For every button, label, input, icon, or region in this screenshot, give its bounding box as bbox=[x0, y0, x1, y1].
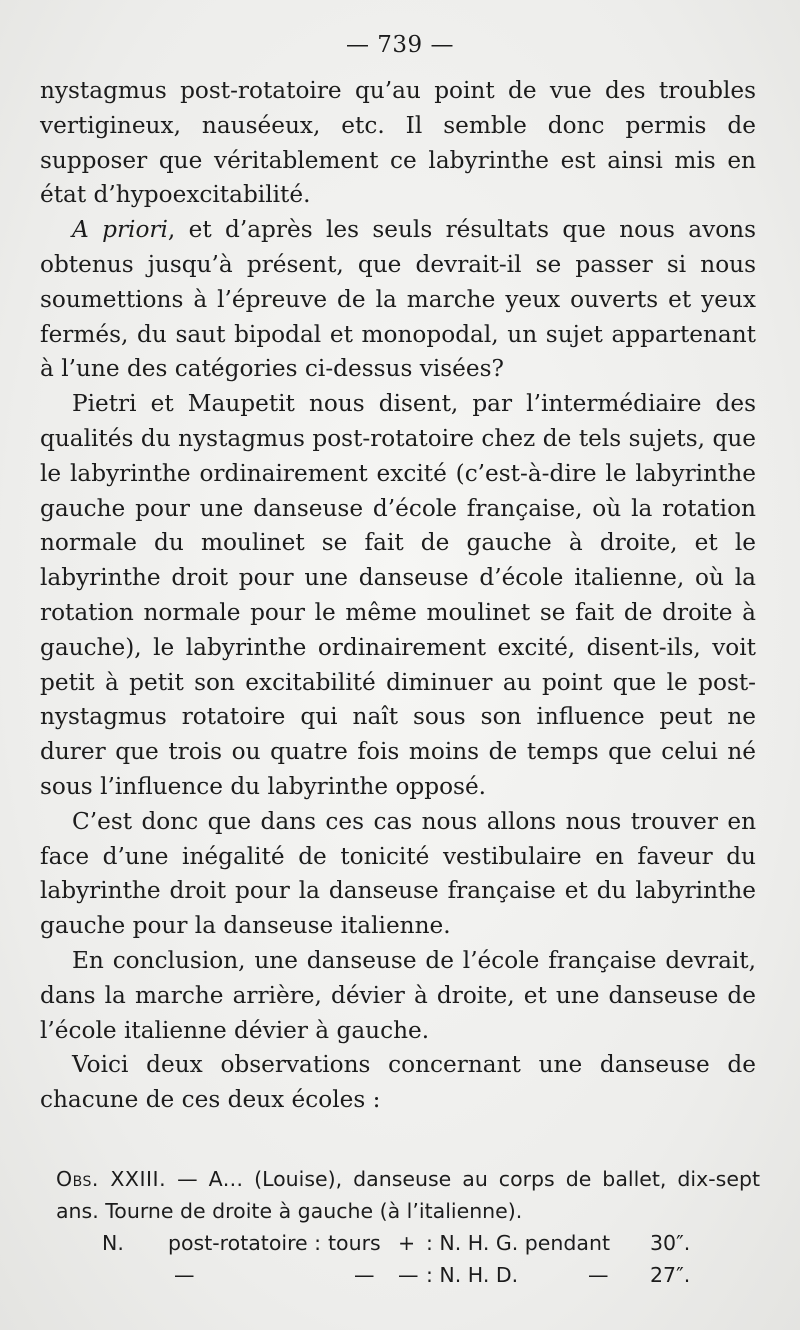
observation-block bbox=[56, 1163, 760, 1291]
body-text bbox=[40, 74, 756, 1118]
observation-heading bbox=[56, 1163, 760, 1227]
paragraph-1 bbox=[40, 74, 756, 213]
paragraph-3 bbox=[40, 387, 756, 805]
row-cell: : N. H. D. bbox=[426, 1263, 519, 1287]
row-cell: — bbox=[174, 1263, 195, 1287]
row-cell: 27″. bbox=[650, 1263, 691, 1287]
paragraph-text: Pietri et Maupetit nous disent, par l’intermédiaire des qualités du nystagmus post-rotatoire chez de tels sujets, que le labyrinthe ordinairement excité (c’est-à-dire le labyrinthe gauche pour une danseuse d’école française, où la rotation normale du moulinet se fait de gauche à droite, et le labyrinthe droit pour une danseuse d’école italienne, où la rotation normale pour le même moulinet se fait de droite à gauche), le labyrinthe ordinairement excité, disent-ils, voit petit à petit son excitabilité diminuer au point que le post-nystagmus rotatoire qui naît sous son influence peut ne durer que trois ou quatre fois moins de temps que celui né sous l’influence du labyrinthe opposé. bbox=[40, 390, 756, 800]
paragraph-5 bbox=[40, 944, 756, 1048]
row-cell: N. bbox=[102, 1231, 124, 1255]
row-cell: 30″. bbox=[650, 1231, 691, 1255]
emphasis-a-priori: A priori bbox=[72, 216, 168, 244]
row-cell: : N. H. G. pendant bbox=[426, 1231, 611, 1255]
observation-text: — A… (Louise), danseuse au corps de ballet, dix-sept ans. Tourne de droite à gauche (à l’italienne). bbox=[56, 1167, 760, 1223]
paragraph-6 bbox=[40, 1048, 756, 1118]
nystagmus-row-2 bbox=[56, 1259, 760, 1291]
paragraph-text: , et d’après les seuls résultats que nous avons obtenus jusqu’à présent, que devrait-il se passer si nous soumettions à l’épreuve de la marche yeux ouverts et yeux fermés, du saut bipodal et monopodal, un sujet appartenant à l’une des catégories ci-dessus visées? bbox=[40, 216, 756, 383]
paragraph-text: Voici deux observations concernant une danseuse de chacune de ces deux écoles : bbox=[40, 1051, 756, 1114]
row-cell: tours bbox=[328, 1231, 381, 1255]
paragraph-2 bbox=[40, 213, 756, 387]
row-cell: post-rotatoire : bbox=[168, 1231, 322, 1255]
nystagmus-row-1 bbox=[56, 1227, 760, 1259]
row-cell: — bbox=[398, 1263, 419, 1287]
row-cell: + bbox=[398, 1231, 416, 1255]
paragraph-4 bbox=[40, 805, 756, 944]
observation-label: Obs. XXIII. bbox=[56, 1167, 167, 1191]
page-number: — 739 — bbox=[345, 32, 455, 58]
row-cell: — bbox=[588, 1263, 609, 1287]
paragraph-text: nystagmus post-rotatoire qu’au point de vue des troubles vertigineux, nauséeux, etc. Il semble donc permis de supposer que véritablement ce labyrinthe est ainsi mis en état d’hypoexcitabilité. bbox=[40, 77, 756, 209]
paragraph-text: En conclusion, une danseuse de l’école française devrait, dans la marche arrière, dévier à droite, et une danseuse de l’école italienne dévier à gauche. bbox=[40, 946, 756, 1044]
row-cell: — bbox=[354, 1263, 375, 1287]
paragraph-text: C’est donc que dans ces cas nous allons nous trouver en face d’une inégalité de tonicité vestibulaire en faveur du labyrinthe droit pour la danseuse française et du labyrinthe gauche pour la danseuse italienne. bbox=[40, 807, 756, 940]
